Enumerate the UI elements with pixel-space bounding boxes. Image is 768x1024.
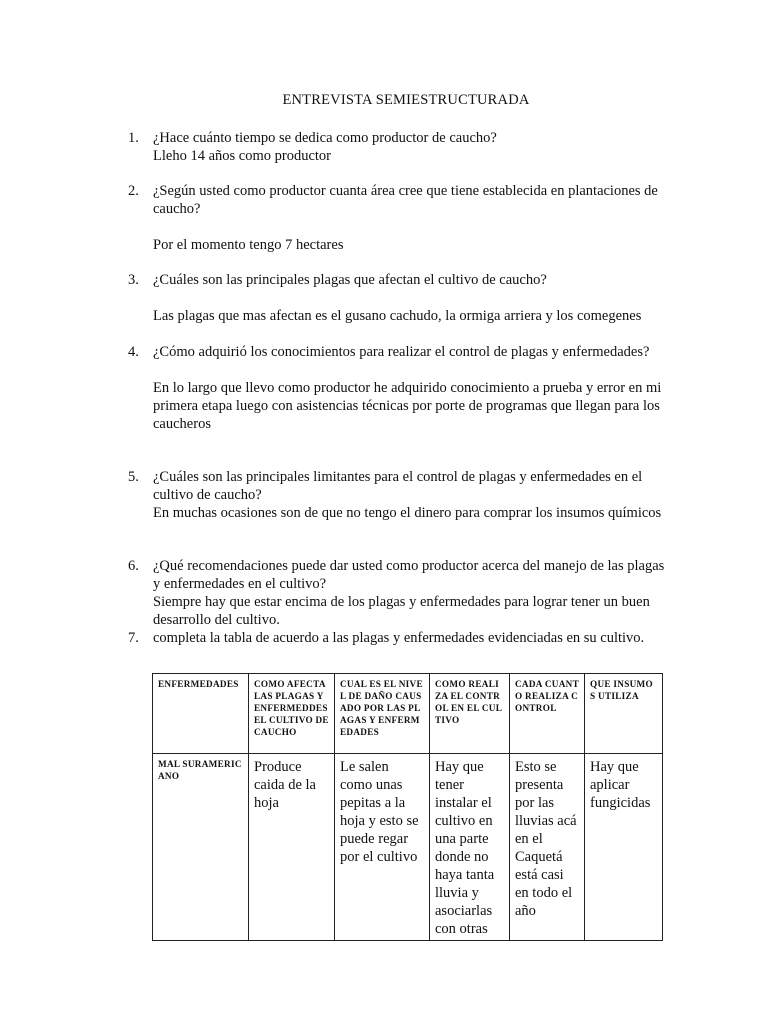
table-cell: Le salen como unas pepitas a la hoja y esto se puede regar por el cultivo: [335, 754, 430, 941]
question-number: 2.: [128, 183, 139, 199]
question-item-3: [128, 271, 668, 325]
question-item-2: [128, 182, 668, 254]
table-cell: Produce caida de la hoja: [249, 754, 335, 941]
pests-diseases-table: [152, 673, 663, 941]
question-number: 4.: [128, 344, 139, 360]
answer-text: Lleho 14 años como productor: [153, 148, 331, 164]
table-cell-disease: MAL SURAMERICANO: [153, 754, 249, 941]
question-number: 6.: [128, 558, 139, 574]
question-number: 5.: [128, 469, 139, 485]
table-header-cell: COMO AFECTA LAS PLAGAS Y ENFERMEDDES EL CULTIVO DE CAUCHO: [249, 674, 335, 754]
answer-text: Siempre hay que estar encima de los plagas y enfermedades para lograr tener un buen desarrollo del cultivo.: [153, 594, 650, 628]
question-number: 3.: [128, 272, 139, 288]
table-cell: Hay que tener instalar el cultivo en una parte donde no haya tanta lluvia y asociarlas con otras: [430, 754, 510, 941]
question-item-7: [128, 629, 668, 647]
table-header-cell: CADA CUANTO REALIZA CONTROL: [510, 674, 585, 754]
question-text: ¿Hace cuánto tiempo se dedica como productor de caucho?: [153, 130, 497, 146]
question-number: 7.: [128, 630, 139, 646]
table-header-cell: QUE INSUMOS UTILIZA: [585, 674, 663, 754]
table-header-cell: ENFERMEDADES: [153, 674, 249, 754]
question-item-6: [128, 557, 668, 629]
table-cell: Esto se presenta por las lluvias acá en el Caquetá está casi en todo el año: [510, 754, 585, 941]
question-item-5: [128, 468, 668, 522]
question-text: completa la tabla de acuerdo a las plagas y enfermedades evidenciadas en su cultivo.: [153, 630, 645, 646]
question-text: ¿Según usted como productor cuanta área cree que tiene establecida en plantaciones de caucho?: [153, 183, 658, 217]
question-item-1: [128, 129, 668, 165]
table-header-cell: COMO REALIZA EL CONTROL EN EL CULTIVO: [430, 674, 510, 754]
question-text: ¿Cuáles son las principales limitantes para el control de plagas y enfermedades en el cultivo de caucho?: [153, 469, 643, 503]
answer-text: Por el momento tengo 7 hectares: [153, 237, 344, 253]
answer-text: Las plagas que mas afectan es el gusano cachudo, la ormiga arriera y los comegenes: [153, 308, 642, 324]
question-number: 1.: [128, 130, 139, 146]
document-title: ENTREVISTA SEMIESTRUCTURADA: [282, 92, 530, 108]
question-text: ¿Cómo adquirió los conocimientos para realizar el control de plagas y enfermedades?: [153, 344, 650, 360]
table-header-cell: CUAL ES EL NIVEL DE DAÑO CAUSADO POR LAS PLAGAS Y ENFERMEDADES: [335, 674, 430, 754]
question-text: ¿Cuáles son las principales plagas que afectan el cultivo de caucho?: [153, 272, 547, 288]
answer-text: En muchas ocasiones son de que no tengo el dinero para comprar los insumos químicos: [153, 505, 662, 521]
question-item-4: [128, 343, 668, 433]
table-cell: Hay que aplicar fungicidas: [585, 754, 663, 941]
table-header-row: [153, 674, 663, 754]
answer-text: En lo largo que llevo como productor he adquirido conocimiento a prueba y error en mi primera etapa luego con asistencias técnicas por porte de programas que llegan para los caucheros: [153, 380, 662, 432]
table-row: [153, 754, 663, 941]
question-text: ¿Qué recomendaciones puede dar usted como productor acerca del manejo de las plagas y enfermedades en el cultivo?: [153, 558, 665, 592]
